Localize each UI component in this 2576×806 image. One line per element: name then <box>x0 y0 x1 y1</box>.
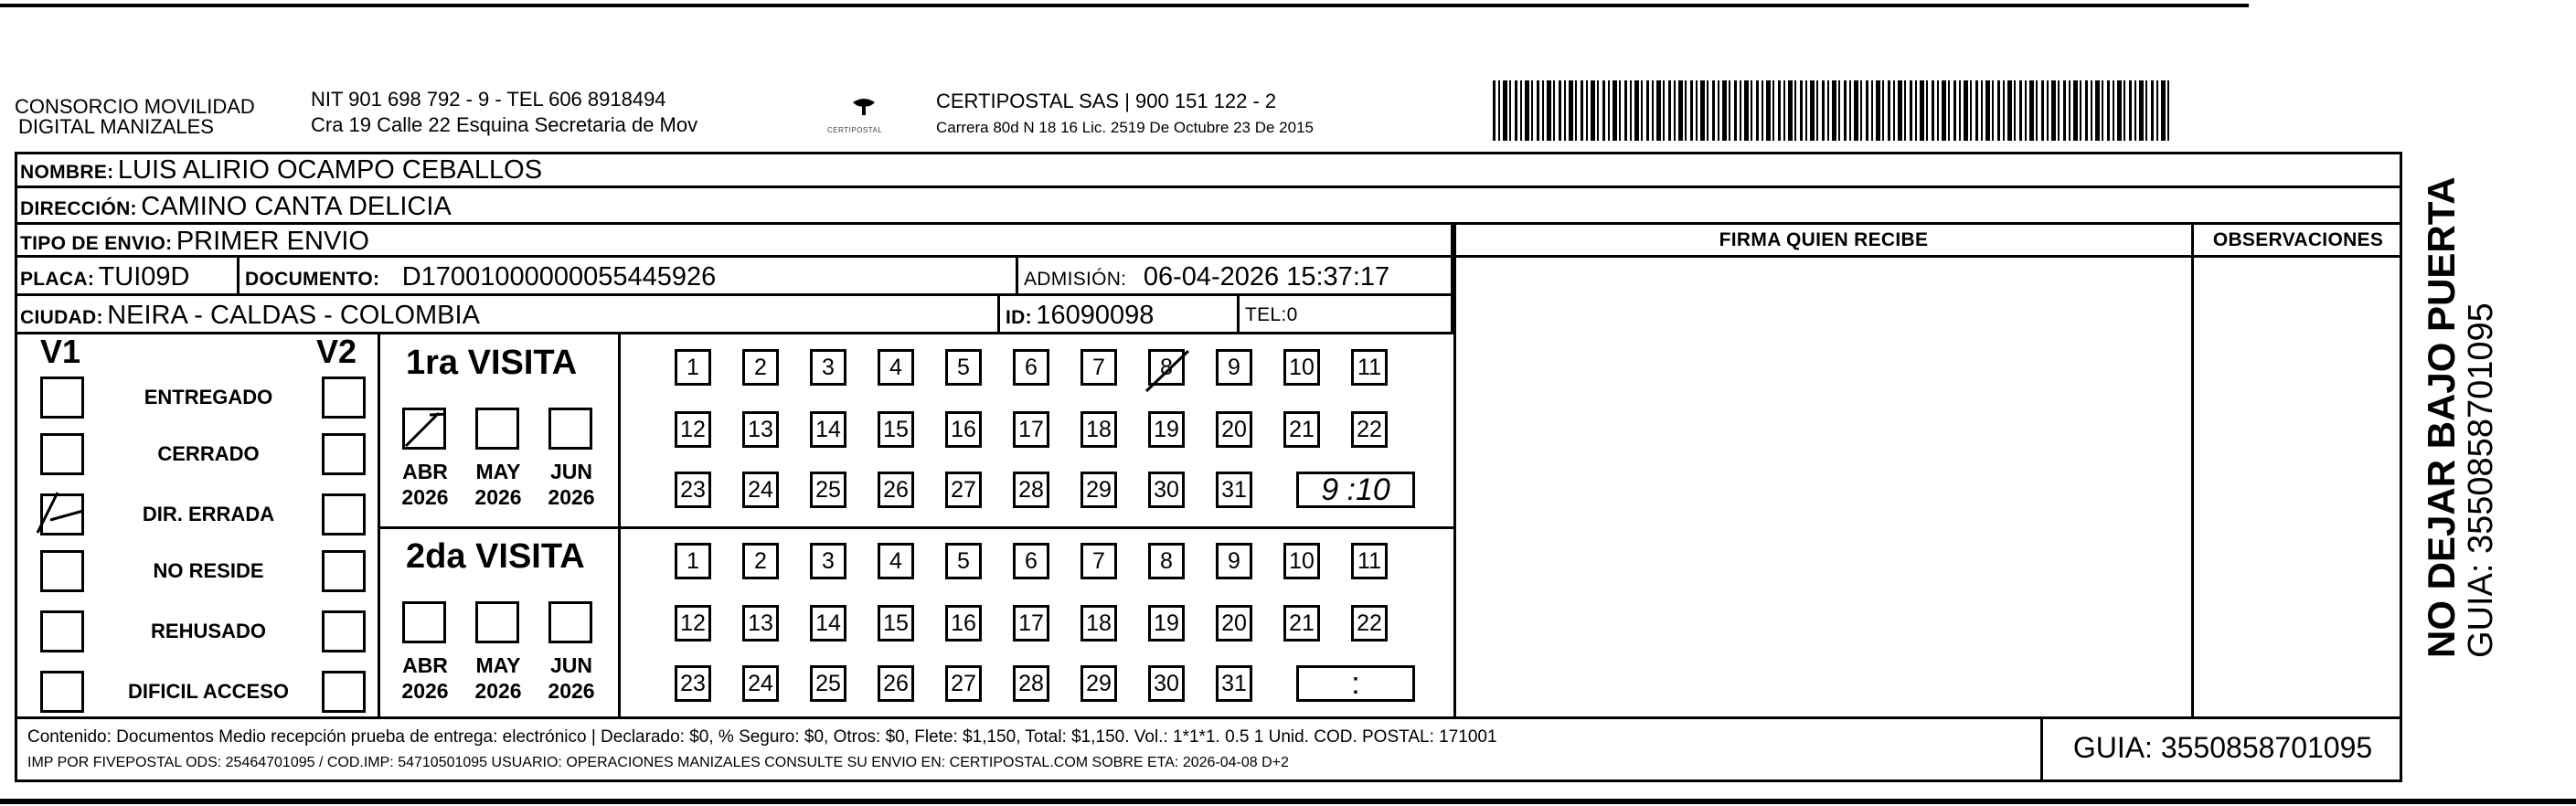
day-box[interactable]: 11 <box>1351 543 1388 579</box>
day-box[interactable]: 23 <box>675 472 711 508</box>
day-box[interactable]: 20 <box>1216 411 1252 448</box>
day-box[interactable]: 19 <box>1148 605 1185 642</box>
check-mark-icon <box>402 408 446 450</box>
day-box[interactable]: 18 <box>1080 605 1117 642</box>
month-year: 2026 <box>401 679 449 703</box>
day-box[interactable]: 13 <box>742 605 779 642</box>
imp-text: IMP POR FIVEPOSTAL ODS: 25464701095 / COD.IMP: 54710501095 USUARIO: OPERACIONES MANIZALES CONSULTE SU ENVIO EN: CERTIPOSTAL.COM SOBRE ETA: 2026-04-08 D+2 <box>27 755 1289 770</box>
visit-title: 1ra VISITA <box>406 344 578 382</box>
status-option-label: DIFICIL ACCESO <box>127 680 289 703</box>
ciudad-label: CIUDAD: <box>20 307 103 328</box>
direccion-row <box>15 188 2402 225</box>
placa-row <box>15 258 1453 296</box>
status-option-label: NO RESIDE <box>153 559 264 582</box>
observaciones-label: OBSERVACIONES <box>2212 229 2384 250</box>
tipo-envio-label: TIPO DE ENVIO: <box>20 233 173 254</box>
v2-checkbox-1[interactable] <box>322 433 366 475</box>
day-box[interactable]: 2 <box>742 349 779 386</box>
placa-label: PLACA: <box>20 269 95 290</box>
month-checkbox[interactable] <box>402 408 446 450</box>
side-guia: GUIA: 3550858701095 <box>2462 302 2500 658</box>
nit-line: NIT 901 698 792 - 9 - TEL 606 8918494 <box>311 88 666 111</box>
company-name-line2: DIGITAL MANIZALES <box>18 115 214 138</box>
tipo-envio-row <box>15 225 1453 258</box>
day-box[interactable]: 9 <box>1216 349 1252 386</box>
ciudad-row <box>15 296 1453 334</box>
v1-checkbox-5[interactable] <box>40 671 84 713</box>
company-name-line1: CONSORCIO MOVILIDAD <box>15 95 255 118</box>
documento-cell <box>240 258 1018 293</box>
day-box[interactable]: 25 <box>810 665 846 702</box>
nombre-value: LUIS ALIRIO OCAMPO CEBALLOS <box>117 155 543 185</box>
day-box[interactable]: 12 <box>675 605 711 642</box>
day-box[interactable]: 10 <box>1283 543 1320 579</box>
visit-months-divider <box>618 334 621 716</box>
status-option-label: ENTREGADO <box>144 386 273 408</box>
day-box[interactable]: 27 <box>945 472 982 508</box>
placa-value: TUI09D <box>98 262 190 292</box>
v1-heading: V1 <box>40 333 81 370</box>
tel-label: TEL: <box>1245 304 1287 325</box>
day-box[interactable]: 30 <box>1148 472 1185 508</box>
month-checkbox[interactable] <box>548 408 592 450</box>
day-box[interactable]: 18 <box>1080 411 1117 448</box>
day-box[interactable]: 16 <box>945 411 982 448</box>
day-box[interactable]: 17 <box>1013 411 1049 448</box>
side-warning: NO DEJAR BAJO PUERTA <box>2420 176 2463 658</box>
day-box[interactable]: 31 <box>1216 665 1252 702</box>
placa-cell <box>15 258 240 293</box>
month-year: 2026 <box>548 679 595 703</box>
day-box[interactable]: 25 <box>810 472 846 508</box>
day-box[interactable]: 4 <box>878 349 914 386</box>
side-text <box>2421 146 2499 658</box>
day-box[interactable]: 7 <box>1080 543 1117 579</box>
day-box[interactable]: 8 <box>1148 543 1185 579</box>
visit-time-box[interactable]: : <box>1296 665 1415 702</box>
courier-line2: Carrera 80d N 18 16 Lic. 2519 De Octubre 23 De 2015 <box>936 119 1314 136</box>
firma-label: FIRMA QUIEN RECIBE <box>1719 229 1929 250</box>
day-box[interactable]: 29 <box>1080 472 1117 508</box>
visit-time-box[interactable]: 9 :10 <box>1296 472 1415 508</box>
company-address: Cra 19 Calle 22 Esquina Secretaria de Mov <box>311 113 698 136</box>
month-year: 2026 <box>548 485 595 509</box>
v2-checkbox-2[interactable] <box>322 493 366 536</box>
bottom-rule <box>0 799 2576 804</box>
id-value: 16090098 <box>1036 301 1155 330</box>
day-box[interactable]: 24 <box>742 472 779 508</box>
day-box[interactable]: 13 <box>742 411 779 448</box>
status-option-label: CERRADO <box>157 442 260 465</box>
check-mark-icon <box>30 483 85 538</box>
day-box[interactable]: 5 <box>945 349 982 386</box>
v2-checkbox-4[interactable] <box>322 610 366 652</box>
documento-label: DOCUMENTO: <box>245 269 380 290</box>
month-name: ABR <box>402 460 448 483</box>
day-box[interactable]: 26 <box>878 472 914 508</box>
day-box[interactable]: 24 <box>742 665 779 702</box>
day-box[interactable]: 23 <box>675 665 711 702</box>
admision-value: 06-04-2026 15:37:17 <box>1143 262 1390 292</box>
admision-label: ADMISIÓN: <box>1024 269 1127 290</box>
day-box[interactable]: 28 <box>1013 472 1049 508</box>
tel-value: 0 <box>1286 304 1298 325</box>
day-box[interactable]: 20 <box>1216 605 1252 642</box>
direccion-label: DIRECCIÓN: <box>20 198 137 219</box>
v1-checkbox-4[interactable] <box>40 610 84 652</box>
v2-heading: V2 <box>316 333 357 370</box>
admision-cell <box>1018 258 1453 293</box>
firma-header <box>1453 225 2194 258</box>
day-box[interactable]: 9 <box>1216 543 1252 579</box>
day-box[interactable]: 15 <box>878 411 914 448</box>
ciudad-value: NEIRA - CALDAS - COLOMBIA <box>107 301 480 330</box>
month-checkbox[interactable] <box>402 601 446 643</box>
day-box[interactable]: 8 <box>1148 349 1185 386</box>
guia-box <box>2040 716 2402 782</box>
v1-checkbox-3[interactable] <box>40 550 84 592</box>
visit-title: 2da VISITA <box>406 537 585 576</box>
day-box[interactable]: 1 <box>675 543 711 579</box>
day-box[interactable]: 6 <box>1013 543 1049 579</box>
tel-cell <box>1240 296 1453 332</box>
day-box[interactable]: 29 <box>1080 665 1117 702</box>
day-box[interactable]: 10 <box>1283 349 1320 386</box>
day-box[interactable]: 3 <box>810 543 846 579</box>
direccion-value: CAMINO CANTA DELICIA <box>141 192 452 221</box>
day-box[interactable]: 19 <box>1148 411 1185 448</box>
v2-checkbox-0[interactable] <box>322 376 366 419</box>
day-box[interactable]: 22 <box>1351 605 1388 642</box>
day-box[interactable]: 16 <box>945 605 982 642</box>
day-mark-icon <box>1143 344 1194 399</box>
visit-divider <box>380 526 1453 529</box>
day-box[interactable]: 1 <box>675 349 711 386</box>
month-name: JUN <box>549 653 592 677</box>
month-checkbox[interactable] <box>475 408 519 450</box>
v1-checkbox-2[interactable] <box>40 493 84 536</box>
day-box[interactable]: 27 <box>945 665 982 702</box>
v2-checkbox-5[interactable] <box>322 671 366 713</box>
status-option-label: REHUSADO <box>151 620 266 642</box>
v1-checkbox-0[interactable] <box>40 376 84 419</box>
nombre-row <box>15 152 2402 188</box>
nombre-label: NOMBRE: <box>20 162 114 183</box>
month-name: JUN <box>549 460 592 483</box>
tipo-envio-value: PRIMER ENVIO <box>176 227 369 256</box>
top-rule <box>0 4 2249 7</box>
month-year: 2026 <box>474 679 522 703</box>
day-box[interactable]: 31 <box>1216 472 1252 508</box>
day-box[interactable]: 14 <box>810 411 846 448</box>
month-name: MAY <box>475 653 521 677</box>
day-box[interactable]: 28 <box>1013 665 1049 702</box>
observaciones-header <box>2194 225 2402 258</box>
day-box[interactable]: 21 <box>1283 411 1320 448</box>
day-box[interactable]: 21 <box>1283 605 1320 642</box>
month-checkbox[interactable] <box>548 601 592 643</box>
documento-value: D17001000000055445926 <box>401 262 717 292</box>
day-box[interactable]: 4 <box>878 543 914 579</box>
month-year: 2026 <box>474 485 522 509</box>
month-name: MAY <box>475 460 521 483</box>
month-checkbox[interactable] <box>475 601 519 643</box>
courier-line1: CERTIPOSTAL SAS | 900 151 122 - 2 <box>936 90 1277 112</box>
status-option-label: DIR. ERRADA <box>142 503 275 525</box>
day-box[interactable]: 11 <box>1351 349 1388 386</box>
day-box[interactable]: 6 <box>1013 349 1049 386</box>
day-box[interactable]: 14 <box>810 605 846 642</box>
id-cell <box>1000 296 1240 332</box>
day-box[interactable]: 2 <box>742 543 779 579</box>
day-box[interactable]: 15 <box>878 605 914 642</box>
day-box[interactable]: 30 <box>1148 665 1185 702</box>
day-box[interactable]: 26 <box>878 665 914 702</box>
barcode <box>1493 80 2171 141</box>
contenido-text: Contenido: Documentos Medio recepción prueba de entrega: electrónico | Declarado: $0, % Seguro: $0, Otros: $0, Flete: $1,150, Total: $1,150. Vol.: 1*1*1. 0.5 1 Unid. COD. POSTAL: 171001 <box>27 727 1497 747</box>
guia-text: GUIA: 3550858701095 <box>2072 731 2373 764</box>
v2-checkbox-3[interactable] <box>322 550 366 592</box>
day-box[interactable]: 12 <box>675 411 711 448</box>
logo-caption: CERTIPOSTAL <box>827 126 883 134</box>
day-box[interactable]: 22 <box>1351 411 1388 448</box>
day-box[interactable]: 7 <box>1080 349 1117 386</box>
firma-column <box>1453 225 2194 716</box>
v1-checkbox-1[interactable] <box>40 433 84 475</box>
day-box[interactable]: 5 <box>945 543 982 579</box>
month-name: ABR <box>402 653 448 677</box>
day-box[interactable]: 17 <box>1013 605 1049 642</box>
id-label: ID: <box>1006 307 1032 328</box>
ciudad-cell <box>15 296 1000 332</box>
month-year: 2026 <box>401 485 449 509</box>
day-box[interactable]: 3 <box>810 349 846 386</box>
